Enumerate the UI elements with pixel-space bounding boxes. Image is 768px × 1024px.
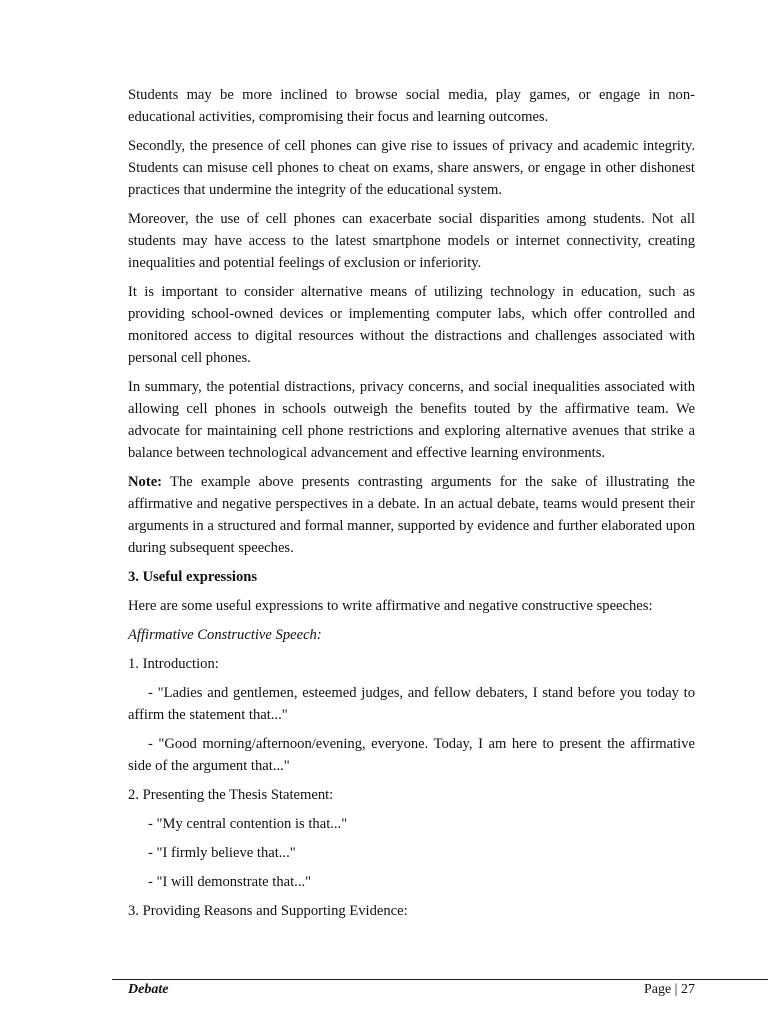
page-body — [128, 84, 695, 929]
footer-title: Debate — [128, 982, 169, 997]
paragraph-summary: In summary, the potential distractions, privacy concerns, and social inequalities associated with allowing cell phones in schools outweigh the benefits touted by the affirmative team. We advocate for maintaining cell phone restrictions and exploring alternative avenues that strike a balance between technological advancement and effective learning environments. — [128, 379, 695, 461]
quote-thesis-3: - "I will demonstrate that..." — [148, 874, 312, 890]
footer-divider — [112, 979, 768, 980]
section-intro: Here are some useful expressions to write affirmative and negative constructive speeches: — [128, 598, 653, 614]
paragraph-note — [128, 471, 695, 559]
paragraph-distractions: Students may be more inclined to browse social media, play games, or engage in non-educational activities, compromising their focus and learning outcomes. — [128, 87, 695, 125]
list-item-reasons: 3. Providing Reasons and Supporting Evidence: — [128, 903, 408, 919]
quote-introduction-1: - "Ladies and gentlemen, esteemed judges, and fellow debaters, I stand before you today to affirm the statement that..." — [128, 685, 695, 723]
list-item-introduction: 1. Introduction: — [128, 656, 219, 672]
section-subheading: Affirmative Constructive Speech: — [128, 627, 322, 643]
page-number: Page | 27 — [643, 982, 695, 997]
quote-thesis-1: - "My central contention is that..." — [148, 816, 348, 832]
paragraph-disparities: Moreover, the use of cell phones can exacerbate social disparities among students. Not all students may have access to the latest smartphone models or internet connectivity, creating inequalities and potential feelings of exclusion or inferiority. — [128, 211, 695, 271]
quote-thesis-2: - "I firmly believe that..." — [148, 845, 296, 861]
section-heading: 3. Useful expressions — [128, 569, 258, 585]
paragraph-privacy: Secondly, the presence of cell phones can give rise to issues of privacy and academic integrity. Students can misuse cell phones to cheat on exams, share answers, or engage in other dishonest practices that undermine the integrity of the educational system. — [128, 138, 695, 198]
quote-introduction-2: - "Good morning/afternoon/evening, everyone. Today, I am here to present the affirmative side of the argument that..." — [128, 736, 695, 774]
paragraph-alternatives: It is important to consider alternative means of utilizing technology in education, such as providing school-owned devices or implementing computer labs, which offer controlled and monitored access to digital resources without the distractions and challenges associated with personal cell phones. — [128, 284, 695, 366]
note-text: The example above presents contrasting arguments for the sake of illustrating the affirmative and negative perspectives in a debate. In an actual debate, teams would present their arguments in a structured and formal manner, supported by evidence and further elaborated upon during subsequent speeches. — [128, 474, 695, 556]
page-footer — [128, 981, 695, 999]
list-item-thesis: 2. Presenting the Thesis Statement: — [128, 787, 334, 803]
note-label: Note: — [128, 474, 163, 490]
